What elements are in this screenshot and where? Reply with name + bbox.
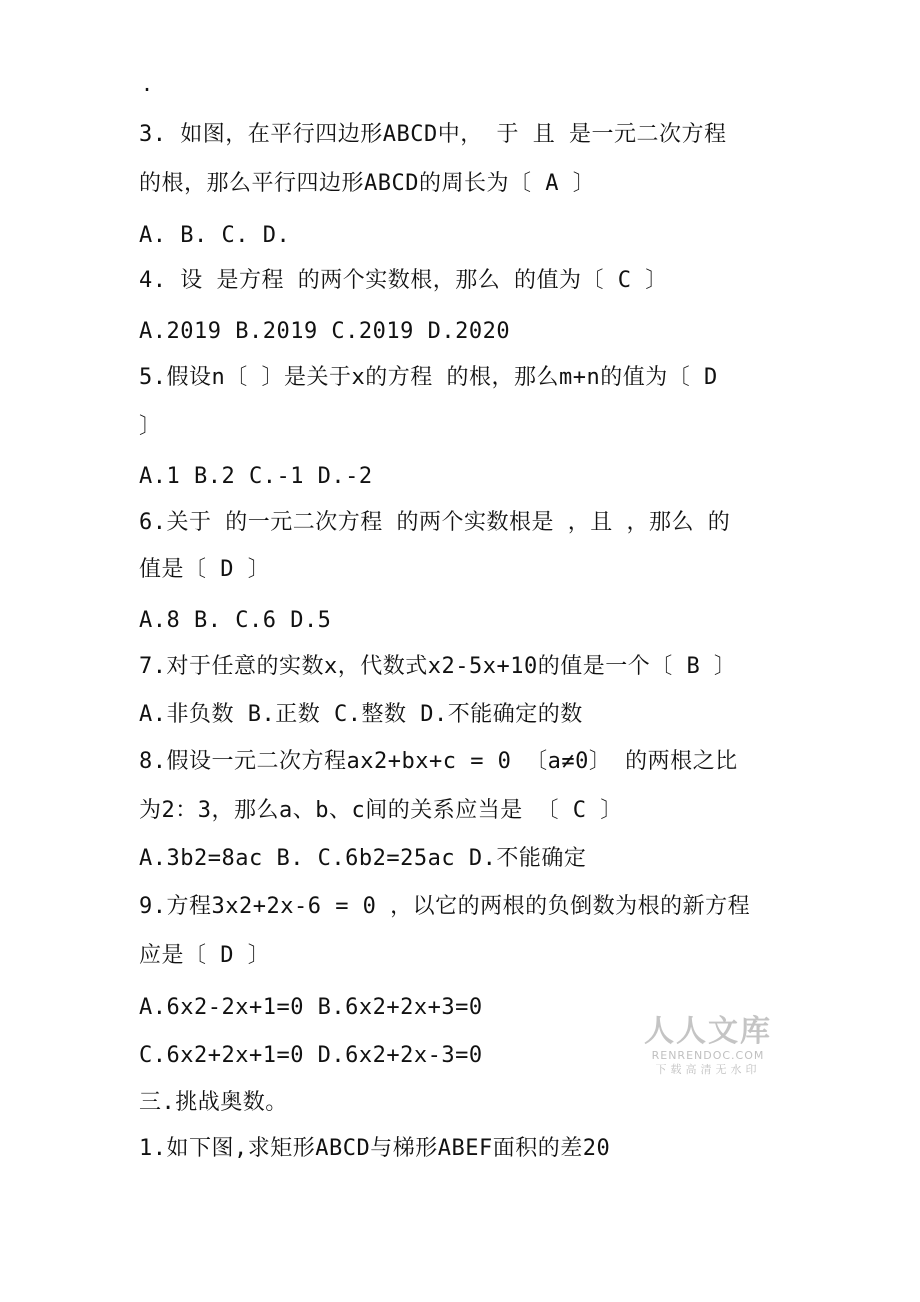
q4-options: A.2019 B.2019 C.2019 D.2020 [139, 319, 511, 344]
q5-options: A.1 B.2 C.-1 D.-2 [139, 464, 373, 489]
q6-line-2: 值是〔 D 〕 [139, 557, 271, 582]
q8-options: A.3b2=8ac B. C.6b2=25ac D.不能确定 [139, 846, 587, 871]
section-heading: 三.挑战奥数。 [139, 1090, 288, 1115]
q6-options: A.8 B. C.6 D.5 [139, 608, 332, 633]
q9-line-1: 9.方程3x2+2x-6 = 0 ，以它的两根的负倒数为根的新方程 [139, 894, 751, 919]
challenge-q1-line: 1.如下图,求矩形ABCD与梯形ABEF面积的差20 [139, 1136, 611, 1161]
q5-line-1: 5.假设n〔 〕是关于x的方程 的根，那么m+n的值为〔 D [139, 365, 718, 390]
q9-line-2: 应是〔 D 〕 [139, 943, 271, 968]
q4-line: 4. 设 是方程 的两个实数根，那么 的值为〔 C 〕 [139, 268, 668, 293]
q3-options: A. B. C. D. [139, 223, 291, 248]
q9-options-1: A.6x2-2x+1=0 B.6x2+2x+3=0 [139, 995, 483, 1020]
q3-line-1: 3. 如图，在平行四边形ABCD中， 于 且 是一元二次方程 [139, 122, 727, 147]
q8-line-2: 为2：3，那么a、b、c间的关系应当是 〔 C 〕 [139, 798, 623, 823]
q7-options: A.非负数 B.正数 C.整数 D.不能确定的数 [139, 702, 583, 727]
q5-line-2: 〕 [139, 414, 162, 439]
q6-line-1: 6.关于 的一元二次方程 的两个实数根是 ，且 ，那么 的 [139, 510, 731, 535]
q9-options-2: C.6x2+2x+1=0 D.6x2+2x-3=0 [139, 1043, 483, 1068]
watermark-url: RENRENDOC.COM [651, 1049, 765, 1062]
q7-line: 7.对于任意的实数x，代数式x2-5x+10的值是一个〔 B 〕 [139, 654, 737, 679]
q8-line-1: 8.假设一元二次方程ax2+bx+c = 0 〔a≠0〕 的两根之比 [139, 749, 738, 774]
watermark-main-text: 人人文库 [644, 1014, 772, 1049]
q3-line-2: 的根，那么平行四边形ABCD的周长为〔 A 〕 [139, 171, 596, 196]
page-marker: . [141, 72, 154, 96]
watermark-logo [640, 1015, 776, 1077]
watermark-subtitle: 下载高清无水印 [655, 1063, 761, 1076]
